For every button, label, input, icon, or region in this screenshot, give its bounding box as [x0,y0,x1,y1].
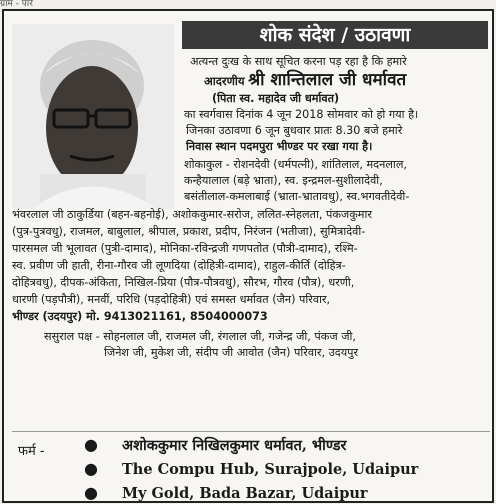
intro-text: अत्यन्त दुःख के साथ सूचित करना पड़ रहा है कि हमारे [190,55,407,68]
portrait-photo [12,24,174,209]
family-line-8: दोहित्रवधु), दीपक-अंकिता, निखिल-प्रिया (पौत्र-पौत्रवधु), सौरभ, गौरव (पौत्र), धरणी, [12,276,355,289]
family-line-1: शोकाकुल - रोशनदेवी (धर्मपत्नी), शांतिलाल, मदनलाल, [184,158,407,171]
family-line-5: (पुत्र-पुत्रवधु), राजमल, बाबुलाल, श्रीपाल, प्रकाश, प्रदीप, निरंजन (भतीजा), सुमित्रादेवी- [12,225,366,238]
firm-name-1: अशोककुमार निखिलकुमार धर्मावत, भीण्डर [122,437,347,454]
death-date-line: का स्वर्गवास दिनांक 4 जून 2018 सोमवार को हो गया है। [184,108,419,121]
uthavna-line-1: जिनका उठावणा 6 जून बुधवार प्रातः 8.30 बजे हमारे [186,124,403,137]
firm-label: फर्म - [18,444,45,459]
name-prefix: आदरणीय [204,74,245,88]
firm-row-3 [84,483,368,504]
family-line-7: स्व. प्रवीण जी हाती, रीना-गौरव जी लूणदिया (दोहित्री-दामाद), राहुल-कीर्ति (दोहित्र- [12,259,346,272]
portrait-illustration [12,24,174,209]
name-line [204,69,406,91]
family-line-10: भीण्डर (उदयपुर) मो. 9413021161, 8504000073 [12,310,268,323]
firm-row-1 [84,435,346,456]
clipped-top-text: ग्राम - पारे [0,0,33,9]
notice-frame [2,9,494,503]
bullet-icon: ● [84,459,98,478]
uthavna-line-2: निवास स्थान पदमपुरा भीण्डर पर रखा गया है। [186,140,373,153]
bullet-icon: ● [84,435,98,454]
family-line-9: धारणी (पड़पौत्री), मनवीं, परिधि (पड़दोहित्री) एवं समस्त धर्मावत (जैन) परिवार, [12,293,331,306]
sasural-line-1: ससुराल पक्ष - सोहनलाल जी, राजमल जी, रंगलाल जी, गजेन्द्र जी, पंकज जी, [44,330,356,343]
family-line-2: कन्हैयालाल (बड़े भ्राता), स्व. इन्द्रमल-सुशीलादेवी, [184,174,383,187]
bullet-icon: ● [84,483,98,502]
family-line-4: भंवरलाल जी ठाकुर्डिया (बहन-बहनोई), अशोककुमार-सरोज, ललित-स्नेहलता, पंकजकुमार [12,208,372,221]
family-line-3: बसंतीलाल-कमलाबाई (भ्राता-भ्रातावधु), स्व.भगवतीदेवी- [184,190,410,203]
firm-name-3: My Gold, Bada Bazar, Udaipur [122,485,368,502]
sasural-line-2: जिनेश जी, मुकेश जी, संदीप जी आवोत (जैन) परिवार, उदयपुर [104,346,359,359]
notice-banner: शोक संदेश / उठावणा [182,21,488,49]
divider [12,431,490,432]
deceased-name: श्री शान्तिलाल जी धर्मावत [248,70,407,90]
firm-name-2: The Compu Hub, Surajpole, Udaipur [122,461,419,478]
firm-row-2 [84,459,418,480]
father-line: (पिता स्व. महादेव जी धर्मावत) [212,92,340,105]
family-line-6: पारसमल जी भूलावत (पुत्री-दामाद), मोनिका-रविन्द्रजी गणपतोत (पौत्री-दामाद), रश्मि- [12,242,358,255]
